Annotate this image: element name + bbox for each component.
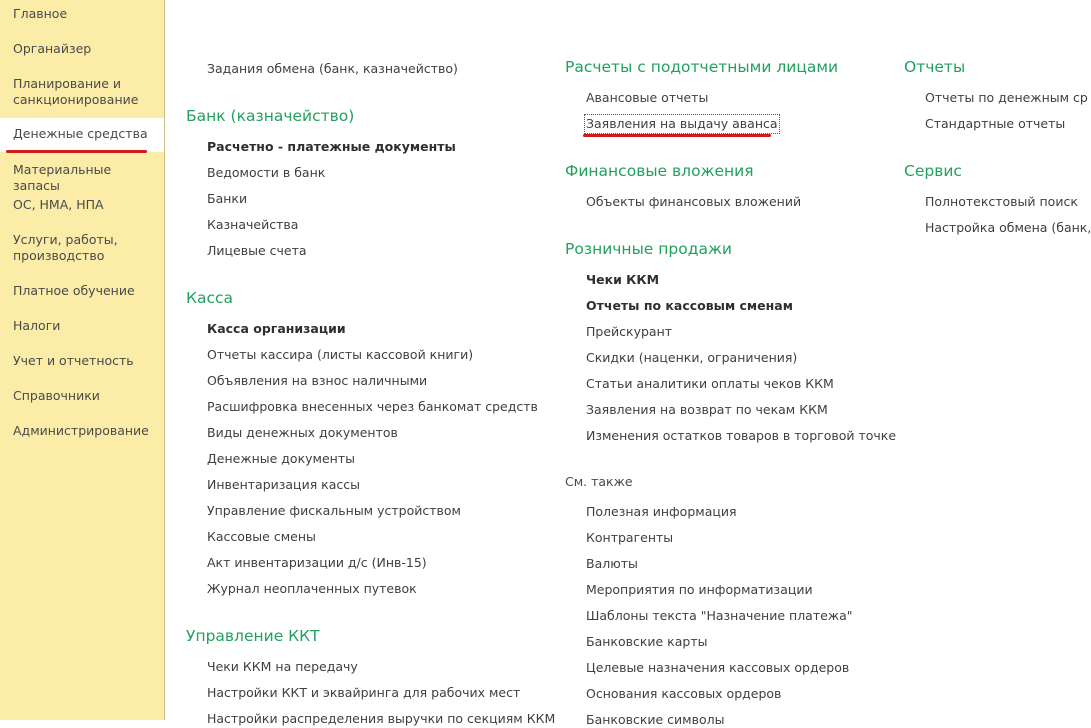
section-title-bank: Банк (казначейство) <box>186 107 355 125</box>
link-exchange-tasks[interactable]: Задания обмена (банк, казначейство) <box>207 61 458 76</box>
link-advance-reports[interactable]: Авансовые отчеты <box>586 90 709 105</box>
link-return-requests[interactable]: Заявления на возврат по чекам ККМ <box>586 402 828 417</box>
link-shift-reports[interactable]: Отчеты по кассовым сменам <box>586 298 793 313</box>
link-cashier-reports[interactable]: Отчеты кассира (листы кассовой книги) <box>207 347 474 362</box>
link-treasuries[interactable]: Казначейства <box>207 217 299 232</box>
link-payment-documents[interactable]: Расчетно - платежные документы <box>207 139 456 154</box>
section-title-kkt: Управление ККТ <box>186 627 320 645</box>
link-exchange-settings[interactable]: Настройка обмена (банк, <box>925 220 1091 235</box>
link-payment-analytics[interactable]: Статьи аналитики оплаты чеков ККМ <box>586 376 834 391</box>
link-bank-symbols[interactable]: Банковские символы <box>586 712 725 727</box>
section-title-retail: Розничные продажи <box>565 240 732 258</box>
link-money-document-types[interactable]: Виды денежных документов <box>207 425 398 440</box>
link-atm-deposit-breakdown[interactable]: Расшифровка внесенных через банкомат средств <box>207 399 538 414</box>
link-money-documents[interactable]: Денежные документы <box>207 451 355 466</box>
link-discounts[interactable]: Скидки (наценки, ограничения) <box>586 350 798 365</box>
link-cash-shifts[interactable]: Кассовые смены <box>207 529 316 544</box>
link-bank-statements[interactable]: Ведомости в банк <box>207 165 326 180</box>
link-kkm-receipts[interactable]: Чеки ККМ <box>586 272 660 287</box>
link-bank-cards[interactable]: Банковские карты <box>586 634 708 649</box>
link-personal-accounts[interactable]: Лицевые счета <box>207 243 307 258</box>
link-cash-order-grounds[interactable]: Основания кассовых ордеров <box>586 686 782 701</box>
link-banks[interactable]: Банки <box>207 191 248 206</box>
section-title-reports: Отчеты <box>904 58 966 76</box>
link-unpaid-vouchers[interactable]: Журнал неоплаченных путевок <box>207 581 417 596</box>
link-price-list[interactable]: Прейскурант <box>586 324 673 339</box>
highlight-underline-sidebar <box>6 150 147 153</box>
sidebar-item-fixed-assets[interactable]: ОС, НМА, НПА <box>13 197 104 212</box>
sidebar-item-services[interactable]: Услуги, работы, производство <box>13 232 118 263</box>
link-cash-desk[interactable]: Касса организации <box>207 321 346 336</box>
sidebar-item-money[interactable]: Денежные средства <box>0 118 164 152</box>
highlight-underline-link <box>583 134 771 137</box>
link-revenue-distribution[interactable]: Настройки распределения выручки по секциям ККМ <box>207 711 556 726</box>
section-title-see-also: См. также <box>565 474 633 489</box>
link-stock-changes[interactable]: Изменения остатков товаров в торговой точке <box>586 428 897 443</box>
sidebar-item-administration[interactable]: Администрирование <box>13 423 149 438</box>
section-title-service: Сервис <box>904 162 962 180</box>
sidebar-item-main[interactable]: Главное <box>13 6 68 21</box>
link-investment-objects[interactable]: Объекты финансовых вложений <box>586 194 802 209</box>
link-fulltext-search[interactable]: Полнотекстовый поиск <box>925 194 1078 209</box>
sidebar <box>0 0 165 720</box>
link-kkt-settings[interactable]: Настройки ККТ и эквайринга для рабочих мест <box>207 685 521 700</box>
sidebar-item-accounting[interactable]: Учет и отчетность <box>13 353 134 368</box>
sidebar-item-organizer[interactable]: Органайзер <box>13 41 92 56</box>
section-title-kassa: Касса <box>186 289 234 307</box>
link-cash-order-purposes[interactable]: Целевые назначения кассовых ордеров <box>586 660 850 675</box>
section-title-accountable: Расчеты с подотчетными лицами <box>565 58 839 76</box>
link-useful-info[interactable]: Полезная информация <box>586 504 737 519</box>
link-counterparties[interactable]: Контрагенты <box>586 530 674 545</box>
link-advance-requests[interactable]: Заявления на выдачу аванса <box>586 116 778 131</box>
link-cash-deposit[interactable]: Объявления на взнос наличными <box>207 373 428 388</box>
section-title-financial-investments: Финансовые вложения <box>565 162 754 180</box>
link-cash-inventory[interactable]: Инвентаризация кассы <box>207 477 361 492</box>
link-fiscal-device[interactable]: Управление фискальным устройством <box>207 503 461 518</box>
link-it-measures[interactable]: Мероприятия по информатизации <box>586 582 813 597</box>
sidebar-item-materials[interactable]: Материальные запасы <box>13 162 112 193</box>
sidebar-item-planning[interactable]: Планирование и санкционирование <box>13 76 139 107</box>
link-standard-reports[interactable]: Стандартные отчеты <box>925 116 1066 131</box>
link-currencies[interactable]: Валюты <box>586 556 638 571</box>
link-payment-text-templates[interactable]: Шаблоны текста "Назначение платежа" <box>586 608 853 623</box>
sidebar-item-references[interactable]: Справочники <box>13 388 100 403</box>
sidebar-item-taxes[interactable]: Налоги <box>13 318 61 333</box>
sidebar-item-paid-education[interactable]: Платное обучение <box>13 283 135 298</box>
link-kkm-receipts-transfer[interactable]: Чеки ККМ на передачу <box>207 659 358 674</box>
link-inventory-act[interactable]: Акт инвентаризации д/с (Инв-15) <box>207 555 427 570</box>
link-money-reports[interactable]: Отчеты по денежным ср <box>925 90 1088 105</box>
